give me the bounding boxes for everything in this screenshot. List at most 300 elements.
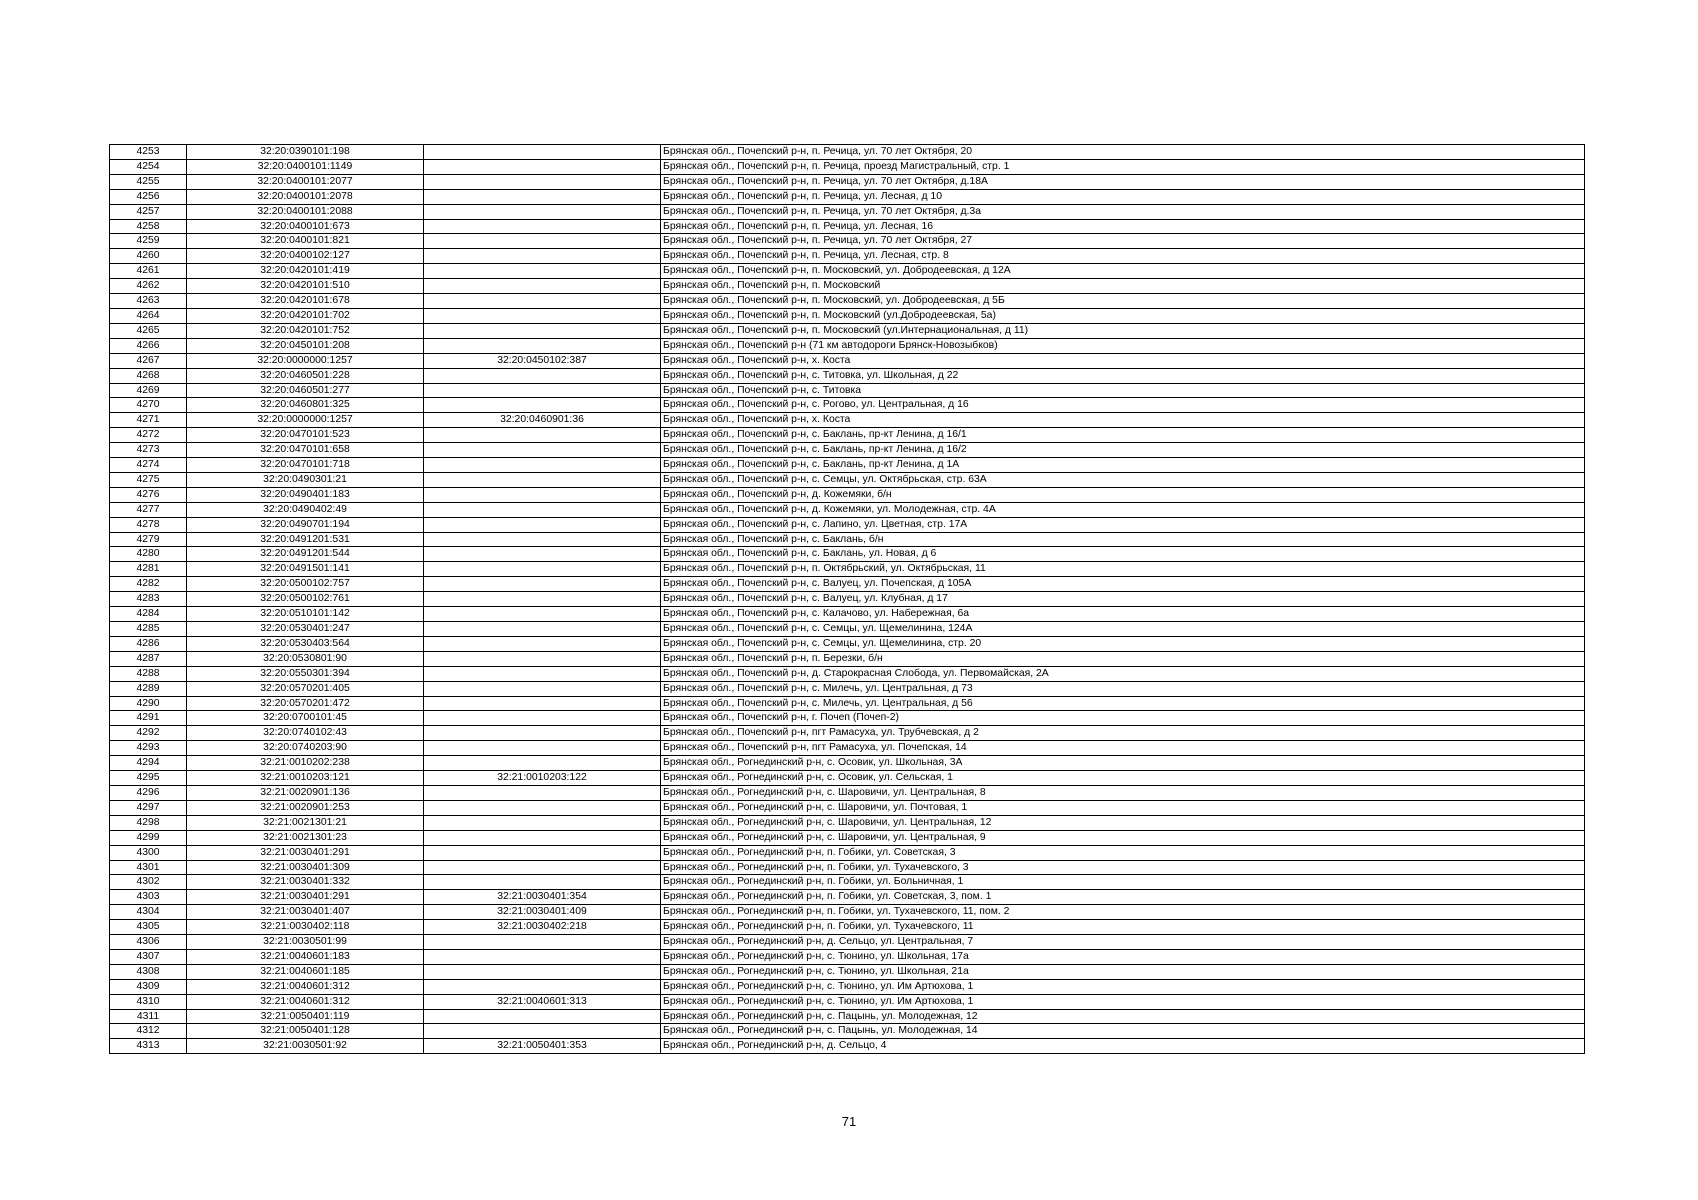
table-row — [110, 964, 1585, 979]
related-cadastral-number-cell — [424, 666, 661, 681]
table-row — [110, 159, 1585, 174]
table-row — [110, 308, 1585, 323]
address-cell: Брянская обл., Почепский р-н, с. Баклань, пр-кт Ленина, д 16/2 — [661, 443, 1585, 458]
address-cell: Брянская обл., Почепский р-н, д. Старокрасная Слобода, ул. Первомайская, 2А — [661, 666, 1585, 681]
row-number-cell: 4311 — [110, 1009, 187, 1024]
table-row — [110, 368, 1585, 383]
row-number-cell: 4263 — [110, 294, 187, 309]
cadastral-number-cell: 32:20:0510101:142 — [187, 607, 424, 622]
address-cell: Брянская обл., Почепский р-н, с. Баклань, ул. Новая, д 6 — [661, 547, 1585, 562]
related-cadastral-number-cell: 32:21:0010203:122 — [424, 771, 661, 786]
address-cell: Брянская обл., Почепский р-н, г. Почеп (Почеп-2) — [661, 711, 1585, 726]
related-cadastral-number-cell — [424, 472, 661, 487]
table-row — [110, 741, 1585, 756]
cadastral-number-cell: 32:20:0420101:419 — [187, 264, 424, 279]
related-cadastral-number-cell — [424, 860, 661, 875]
cadastral-number-cell: 32:20:0400102:127 — [187, 249, 424, 264]
row-number-cell: 4308 — [110, 964, 187, 979]
table-row — [110, 249, 1585, 264]
address-cell: Брянская обл., Почепский р-н, с. Баклань, пр-кт Ленина, д 1А — [661, 458, 1585, 473]
cadastral-number-cell: 32:20:0000000:1257 — [187, 353, 424, 368]
cadastral-number-cell: 32:20:0740102:43 — [187, 726, 424, 741]
row-number-cell: 4274 — [110, 458, 187, 473]
row-number-cell: 4285 — [110, 622, 187, 637]
address-cell: Брянская обл., Почепский р-н, с. Баклань, пр-кт Ленина, д 16/1 — [661, 428, 1585, 443]
row-number-cell: 4282 — [110, 577, 187, 592]
cadastral-number-cell: 32:20:0420101:702 — [187, 308, 424, 323]
address-cell: Брянская обл., Почепский р-н, п. Московский (ул.Добродеевская, 5а) — [661, 308, 1585, 323]
row-number-cell: 4258 — [110, 219, 187, 234]
address-cell: Брянская обл., Почепский р-н, п. Московский — [661, 279, 1585, 294]
table-row — [110, 204, 1585, 219]
address-cell: Брянская обл., Рогнединский р-н, с. Тюнино, ул. Им Артюхова, 1 — [661, 994, 1585, 1009]
cadastral-number-cell: 32:20:0740203:90 — [187, 741, 424, 756]
address-cell: Брянская обл., Рогнединский р-н, с. Пацынь, ул. Молодежная, 12 — [661, 1009, 1585, 1024]
address-cell: Брянская обл., Почепский р-н, с. Милечь, ул. Центральная, д 73 — [661, 681, 1585, 696]
table-row — [110, 264, 1585, 279]
address-cell: Брянская обл., Почепский р-н, с. Семцы, ул. Октябрьская, стр. 63А — [661, 472, 1585, 487]
row-number-cell: 4299 — [110, 830, 187, 845]
cadastral-number-cell: 32:20:0490301:21 — [187, 472, 424, 487]
row-number-cell: 4264 — [110, 308, 187, 323]
row-number-cell: 4255 — [110, 174, 187, 189]
related-cadastral-number-cell — [424, 532, 661, 547]
related-cadastral-number-cell — [424, 145, 661, 160]
related-cadastral-number-cell — [424, 517, 661, 532]
table-row — [110, 920, 1585, 935]
table-row — [110, 607, 1585, 622]
row-number-cell: 4268 — [110, 368, 187, 383]
table-row — [110, 219, 1585, 234]
table-row — [110, 651, 1585, 666]
address-cell: Брянская обл., Почепский р-н (71 км автодороги Брянск-Новозыбков) — [661, 338, 1585, 353]
address-cell: Брянская обл., Рогнединский р-н, с. Пацынь, ул. Молодежная, 14 — [661, 1024, 1585, 1039]
cadastral-number-cell: 32:21:0021301:21 — [187, 815, 424, 830]
table-row — [110, 905, 1585, 920]
cadastral-number-cell: 32:20:0570201:472 — [187, 696, 424, 711]
cadastral-number-cell: 32:20:0460501:277 — [187, 383, 424, 398]
related-cadastral-number-cell — [424, 845, 661, 860]
row-number-cell: 4312 — [110, 1024, 187, 1039]
address-cell: Брянская обл., Почепский р-н, п. Речица, ул. Лесная, 16 — [661, 219, 1585, 234]
cadastral-number-cell: 32:20:0530403:564 — [187, 636, 424, 651]
address-cell: Брянская обл., Почепский р-н, п. Московский, ул. Добродеевская, д 12А — [661, 264, 1585, 279]
address-cell: Брянская обл., Почепский р-н, п. Березки, б/н — [661, 651, 1585, 666]
row-number-cell: 4273 — [110, 443, 187, 458]
row-number-cell: 4278 — [110, 517, 187, 532]
cadastral-number-cell: 32:20:0390101:198 — [187, 145, 424, 160]
row-number-cell: 4293 — [110, 741, 187, 756]
table-row — [110, 472, 1585, 487]
related-cadastral-number-cell — [424, 204, 661, 219]
cadastral-number-cell: 32:20:0470101:718 — [187, 458, 424, 473]
table-row — [110, 935, 1585, 950]
related-cadastral-number-cell — [424, 651, 661, 666]
row-number-cell: 4310 — [110, 994, 187, 1009]
row-number-cell: 4260 — [110, 249, 187, 264]
related-cadastral-number-cell — [424, 428, 661, 443]
address-cell: Брянская обл., Почепский р-н, с. Титовка — [661, 383, 1585, 398]
address-cell: Брянская обл., Почепский р-н, п. Речица, проезд Магистральный, стр. 1 — [661, 159, 1585, 174]
related-cadastral-number-cell — [424, 398, 661, 413]
address-cell: Брянская обл., Рогнединский р-н, п. Гобики, ул. Тухачевского, 3 — [661, 860, 1585, 875]
table-row — [110, 681, 1585, 696]
address-cell: Брянская обл., Рогнединский р-н, с. Шаровичи, ул. Почтовая, 1 — [661, 800, 1585, 815]
related-cadastral-number-cell: 32:21:0040601:313 — [424, 994, 661, 1009]
cadastral-number-cell: 32:20:0400101:2088 — [187, 204, 424, 219]
cadastral-number-cell: 32:20:0000000:1257 — [187, 413, 424, 428]
row-number-cell: 4307 — [110, 949, 187, 964]
row-number-cell: 4272 — [110, 428, 187, 443]
table-row — [110, 562, 1585, 577]
table-row — [110, 785, 1585, 800]
table-row — [110, 890, 1585, 905]
table-row — [110, 875, 1585, 890]
related-cadastral-number-cell: 32:21:0030402:218 — [424, 920, 661, 935]
related-cadastral-number-cell — [424, 935, 661, 950]
related-cadastral-number-cell — [424, 815, 661, 830]
row-number-cell: 4305 — [110, 920, 187, 935]
address-cell: Брянская обл., Почепский р-н, п. Речица, ул. 70 лет Октября, д.3а — [661, 204, 1585, 219]
related-cadastral-number-cell — [424, 800, 661, 815]
related-cadastral-number-cell — [424, 458, 661, 473]
row-number-cell: 4275 — [110, 472, 187, 487]
row-number-cell: 4266 — [110, 338, 187, 353]
related-cadastral-number-cell — [424, 592, 661, 607]
cadastral-number-cell: 32:20:0490401:183 — [187, 487, 424, 502]
related-cadastral-number-cell — [424, 383, 661, 398]
table-row — [110, 502, 1585, 517]
row-number-cell: 4261 — [110, 264, 187, 279]
row-number-cell: 4287 — [110, 651, 187, 666]
cadastral-number-cell: 32:21:0030402:118 — [187, 920, 424, 935]
address-cell: Брянская обл., Почепский р-н, д. Кожемяки, ул. Молодежная, стр. 4А — [661, 502, 1585, 517]
related-cadastral-number-cell — [424, 294, 661, 309]
table-row — [110, 398, 1585, 413]
row-number-cell: 4286 — [110, 636, 187, 651]
cadastral-number-cell: 32:20:0420101:510 — [187, 279, 424, 294]
address-cell: Брянская обл., Почепский р-н, пгт Рамасуха, ул. Трубчевская, д 2 — [661, 726, 1585, 741]
related-cadastral-number-cell — [424, 323, 661, 338]
row-number-cell: 4294 — [110, 756, 187, 771]
related-cadastral-number-cell — [424, 830, 661, 845]
related-cadastral-number-cell — [424, 726, 661, 741]
address-cell: Брянская обл., Почепский р-н, с. Баклань, б/н — [661, 532, 1585, 547]
related-cadastral-number-cell — [424, 234, 661, 249]
row-number-cell: 4277 — [110, 502, 187, 517]
related-cadastral-number-cell — [424, 875, 661, 890]
row-number-cell: 4279 — [110, 532, 187, 547]
table-row — [110, 860, 1585, 875]
cadastral-number-cell: 32:21:0010203:121 — [187, 771, 424, 786]
address-cell: Брянская обл., Почепский р-н, с. Милечь, ул. Центральная, д 56 — [661, 696, 1585, 711]
row-number-cell: 4262 — [110, 279, 187, 294]
cadastral-number-cell: 32:20:0470101:523 — [187, 428, 424, 443]
related-cadastral-number-cell — [424, 681, 661, 696]
cadastral-number-cell: 32:21:0040601:185 — [187, 964, 424, 979]
address-cell: Брянская обл., Почепский р-н, п. Речица, ул. 70 лет Октября, 20 — [661, 145, 1585, 160]
cadastral-number-cell: 32:20:0500102:757 — [187, 577, 424, 592]
table-row — [110, 443, 1585, 458]
row-number-cell: 4281 — [110, 562, 187, 577]
address-cell: Брянская обл., Почепский р-н, п. Московский (ул.Интернациональная, д 11) — [661, 323, 1585, 338]
table-row — [110, 622, 1585, 637]
cadastral-number-cell: 32:20:0420101:752 — [187, 323, 424, 338]
related-cadastral-number-cell — [424, 338, 661, 353]
related-cadastral-number-cell — [424, 249, 661, 264]
cadastral-number-cell: 32:21:0030401:407 — [187, 905, 424, 920]
row-number-cell: 4280 — [110, 547, 187, 562]
related-cadastral-number-cell — [424, 502, 661, 517]
cadastral-number-cell: 32:21:0010202:238 — [187, 756, 424, 771]
address-cell: Брянская обл., Почепский р-н, с. Калачово, ул. Набережная, 6а — [661, 607, 1585, 622]
cadastral-number-cell: 32:20:0400101:2077 — [187, 174, 424, 189]
address-cell: Брянская обл., Почепский р-н, пгт Рамасуха, ул. Почепская, 14 — [661, 741, 1585, 756]
row-number-cell: 4265 — [110, 323, 187, 338]
related-cadastral-number-cell — [424, 487, 661, 502]
table-row — [110, 711, 1585, 726]
cadastral-number-cell: 32:20:0470101:658 — [187, 443, 424, 458]
related-cadastral-number-cell: 32:21:0030401:354 — [424, 890, 661, 905]
row-number-cell: 4295 — [110, 771, 187, 786]
table-row — [110, 636, 1585, 651]
cadastral-number-cell: 32:20:0570201:405 — [187, 681, 424, 696]
related-cadastral-number-cell — [424, 607, 661, 622]
table-row — [110, 487, 1585, 502]
row-number-cell: 4271 — [110, 413, 187, 428]
cadastral-number-cell: 32:20:0530401:247 — [187, 622, 424, 637]
address-cell: Брянская обл., Почепский р-н, с. Валуец, ул. Клубная, д 17 — [661, 592, 1585, 607]
registry-table — [109, 144, 1585, 1054]
address-cell: Брянская обл., Рогнединский р-н, с. Шаровичи, ул. Центральная, 12 — [661, 815, 1585, 830]
cadastral-number-cell: 32:20:0491201:531 — [187, 532, 424, 547]
address-cell: Брянская обл., Почепский р-н, п. Речица, ул. Лесная, д 10 — [661, 189, 1585, 204]
table-row — [110, 845, 1585, 860]
cadastral-number-cell: 32:20:0550301:394 — [187, 666, 424, 681]
registry-table-container — [109, 144, 1585, 1054]
address-cell: Брянская обл., Рогнединский р-н, с. Шаровичи, ул. Центральная, 8 — [661, 785, 1585, 800]
related-cadastral-number-cell — [424, 219, 661, 234]
related-cadastral-number-cell — [424, 264, 661, 279]
table-row — [110, 949, 1585, 964]
table-row — [110, 428, 1585, 443]
table-row — [110, 383, 1585, 398]
cadastral-number-cell: 32:20:0400101:673 — [187, 219, 424, 234]
row-number-cell: 4297 — [110, 800, 187, 815]
cadastral-number-cell: 32:21:0050401:128 — [187, 1024, 424, 1039]
row-number-cell: 4309 — [110, 979, 187, 994]
related-cadastral-number-cell — [424, 1009, 661, 1024]
row-number-cell: 4303 — [110, 890, 187, 905]
cadastral-number-cell: 32:20:0460501:228 — [187, 368, 424, 383]
address-cell: Брянская обл., Рогнединский р-н, д. Сельцо, ул. Центральная, 7 — [661, 935, 1585, 950]
related-cadastral-number-cell — [424, 949, 661, 964]
address-cell: Брянская обл., Почепский р-н, п. Октябрьский, ул. Октябрьская, 11 — [661, 562, 1585, 577]
row-number-cell: 4296 — [110, 785, 187, 800]
address-cell: Брянская обл., Рогнединский р-н, с. Тюнино, ул. Школьная, 17а — [661, 949, 1585, 964]
row-number-cell: 4301 — [110, 860, 187, 875]
row-number-cell: 4304 — [110, 905, 187, 920]
row-number-cell: 4292 — [110, 726, 187, 741]
related-cadastral-number-cell — [424, 636, 661, 651]
cadastral-number-cell: 32:20:0491501:141 — [187, 562, 424, 577]
table-row — [110, 666, 1585, 681]
row-number-cell: 4313 — [110, 1039, 187, 1054]
cadastral-number-cell: 32:20:0400101:821 — [187, 234, 424, 249]
row-number-cell: 4288 — [110, 666, 187, 681]
row-number-cell: 4298 — [110, 815, 187, 830]
related-cadastral-number-cell: 32:21:0030401:409 — [424, 905, 661, 920]
table-row — [110, 234, 1585, 249]
address-cell: Брянская обл., Рогнединский р-н, п. Гобики, ул. Тухачевского, 11, пом. 2 — [661, 905, 1585, 920]
related-cadastral-number-cell — [424, 368, 661, 383]
cadastral-number-cell: 32:20:0400101:2078 — [187, 189, 424, 204]
related-cadastral-number-cell: 32:20:0460901:36 — [424, 413, 661, 428]
cadastral-number-cell: 32:21:0030401:291 — [187, 845, 424, 860]
address-cell: Брянская обл., Почепский р-н, д. Кожемяки, б/н — [661, 487, 1585, 502]
table-row — [110, 771, 1585, 786]
table-row — [110, 592, 1585, 607]
table-row — [110, 815, 1585, 830]
row-number-cell: 4284 — [110, 607, 187, 622]
address-cell: Брянская обл., Почепский р-н, п. Речица, ул. 70 лет Октября, 27 — [661, 234, 1585, 249]
table-row — [110, 353, 1585, 368]
table-row — [110, 294, 1585, 309]
table-row — [110, 994, 1585, 1009]
table-row — [110, 979, 1585, 994]
address-cell: Брянская обл., Рогнединский р-н, с. Осовик, ул. Сельская, 1 — [661, 771, 1585, 786]
cadastral-number-cell: 32:21:0030401:291 — [187, 890, 424, 905]
address-cell: Брянская обл., Рогнединский р-н, д. Сельцо, 4 — [661, 1039, 1585, 1054]
row-number-cell: 4276 — [110, 487, 187, 502]
related-cadastral-number-cell — [424, 443, 661, 458]
row-number-cell: 4302 — [110, 875, 187, 890]
related-cadastral-number-cell — [424, 979, 661, 994]
address-cell: Брянская обл., Почепский р-н, п. Речица, ул. 70 лет Октября, д.18А — [661, 174, 1585, 189]
address-cell: Брянская обл., Почепский р-н, х. Коста — [661, 413, 1585, 428]
cadastral-number-cell: 32:21:0021301:23 — [187, 830, 424, 845]
cadastral-number-cell: 32:21:0040601:312 — [187, 994, 424, 1009]
table-row — [110, 577, 1585, 592]
cadastral-number-cell: 32:21:0030401:309 — [187, 860, 424, 875]
address-cell: Брянская обл., Рогнединский р-н, п. Гобики, ул. Тухачевского, 11 — [661, 920, 1585, 935]
address-cell: Брянская обл., Почепский р-н, с. Титовка, ул. Школьная, д 22 — [661, 368, 1585, 383]
table-row — [110, 696, 1585, 711]
row-number-cell: 4289 — [110, 681, 187, 696]
table-row — [110, 517, 1585, 532]
cadastral-number-cell: 32:20:0400101:1149 — [187, 159, 424, 174]
related-cadastral-number-cell — [424, 159, 661, 174]
table-row — [110, 279, 1585, 294]
related-cadastral-number-cell — [424, 577, 661, 592]
cadastral-number-cell: 32:21:0020901:136 — [187, 785, 424, 800]
table-row — [110, 338, 1585, 353]
row-number-cell: 4254 — [110, 159, 187, 174]
related-cadastral-number-cell: 32:21:0050401:353 — [424, 1039, 661, 1054]
row-number-cell: 4283 — [110, 592, 187, 607]
related-cadastral-number-cell — [424, 741, 661, 756]
address-cell: Брянская обл., Почепский р-н, с. Валуец, ул. Почепская, д 105А — [661, 577, 1585, 592]
table-row — [110, 458, 1585, 473]
address-cell: Брянская обл., Рогнединский р-н, с. Тюнино, ул. Им Артюхова, 1 — [661, 979, 1585, 994]
cadastral-number-cell: 32:20:0700101:45 — [187, 711, 424, 726]
cadastral-number-cell: 32:20:0450101:208 — [187, 338, 424, 353]
cadastral-number-cell: 32:20:0490701:194 — [187, 517, 424, 532]
row-number-cell: 4290 — [110, 696, 187, 711]
cadastral-number-cell: 32:21:0030501:99 — [187, 935, 424, 950]
row-number-cell: 4259 — [110, 234, 187, 249]
address-cell: Брянская обл., Рогнединский р-н, с. Осовик, ул. Школьная, 3А — [661, 756, 1585, 771]
row-number-cell: 4291 — [110, 711, 187, 726]
cadastral-number-cell: 32:21:0030501:92 — [187, 1039, 424, 1054]
table-row — [110, 189, 1585, 204]
table-row — [110, 413, 1585, 428]
row-number-cell: 4253 — [110, 145, 187, 160]
address-cell: Брянская обл., Рогнединский р-н, п. Гобики, ул. Советская, 3 — [661, 845, 1585, 860]
address-cell: Брянская обл., Почепский р-н, с. Лапино, ул. Цветная, стр. 17А — [661, 517, 1585, 532]
address-cell: Брянская обл., Рогнединский р-н, п. Гобики, ул. Советская, 3, пом. 1 — [661, 890, 1585, 905]
row-number-cell: 4269 — [110, 383, 187, 398]
related-cadastral-number-cell — [424, 1024, 661, 1039]
related-cadastral-number-cell — [424, 547, 661, 562]
related-cadastral-number-cell — [424, 622, 661, 637]
table-row — [110, 532, 1585, 547]
address-cell: Брянская обл., Почепский р-н, с. Семцы, ул. Щемелинина, 124А — [661, 622, 1585, 637]
cadastral-number-cell: 32:21:0040601:312 — [187, 979, 424, 994]
row-number-cell: 4267 — [110, 353, 187, 368]
row-number-cell: 4300 — [110, 845, 187, 860]
table-row — [110, 800, 1585, 815]
page-number: 71 — [841, 1114, 857, 1129]
table-row — [110, 1024, 1585, 1039]
address-cell: Брянская обл., Почепский р-н, п. Московский, ул. Добродеевская, д 5Б — [661, 294, 1585, 309]
cadastral-number-cell: 32:20:0491201:544 — [187, 547, 424, 562]
related-cadastral-number-cell — [424, 756, 661, 771]
related-cadastral-number-cell: 32:20:0450102:387 — [424, 353, 661, 368]
related-cadastral-number-cell — [424, 189, 661, 204]
row-number-cell: 4306 — [110, 935, 187, 950]
cadastral-number-cell: 32:21:0020901:253 — [187, 800, 424, 815]
related-cadastral-number-cell — [424, 279, 661, 294]
table-row — [110, 830, 1585, 845]
row-number-cell: 4257 — [110, 204, 187, 219]
address-cell: Брянская обл., Рогнединский р-н, с. Тюнино, ул. Школьная, 21а — [661, 964, 1585, 979]
cadastral-number-cell: 32:20:0500102:761 — [187, 592, 424, 607]
related-cadastral-number-cell — [424, 174, 661, 189]
cadastral-number-cell: 32:21:0050401:119 — [187, 1009, 424, 1024]
address-cell: Брянская обл., Почепский р-н, п. Речица, ул. Лесная, стр. 8 — [661, 249, 1585, 264]
table-row — [110, 1039, 1585, 1054]
cadastral-number-cell: 32:21:0040601:183 — [187, 949, 424, 964]
related-cadastral-number-cell — [424, 696, 661, 711]
cadastral-number-cell: 32:21:0030401:332 — [187, 875, 424, 890]
registry-table-body — [110, 145, 1585, 1054]
address-cell: Брянская обл., Рогнединский р-н, п. Гобики, ул. Больничная, 1 — [661, 875, 1585, 890]
row-number-cell: 4270 — [110, 398, 187, 413]
cadastral-number-cell: 32:20:0420101:678 — [187, 294, 424, 309]
address-cell: Брянская обл., Почепский р-н, с. Рогово, ул. Центральная, д 16 — [661, 398, 1585, 413]
row-number-cell: 4256 — [110, 189, 187, 204]
address-cell: Брянская обл., Почепский р-н, с. Семцы, ул. Щемелинина, стр. 20 — [661, 636, 1585, 651]
table-row — [110, 1009, 1585, 1024]
related-cadastral-number-cell — [424, 711, 661, 726]
table-row — [110, 174, 1585, 189]
table-row — [110, 756, 1585, 771]
address-cell: Брянская обл., Рогнединский р-н, с. Шаровичи, ул. Центральная, 9 — [661, 830, 1585, 845]
related-cadastral-number-cell — [424, 964, 661, 979]
related-cadastral-number-cell — [424, 562, 661, 577]
related-cadastral-number-cell — [424, 785, 661, 800]
